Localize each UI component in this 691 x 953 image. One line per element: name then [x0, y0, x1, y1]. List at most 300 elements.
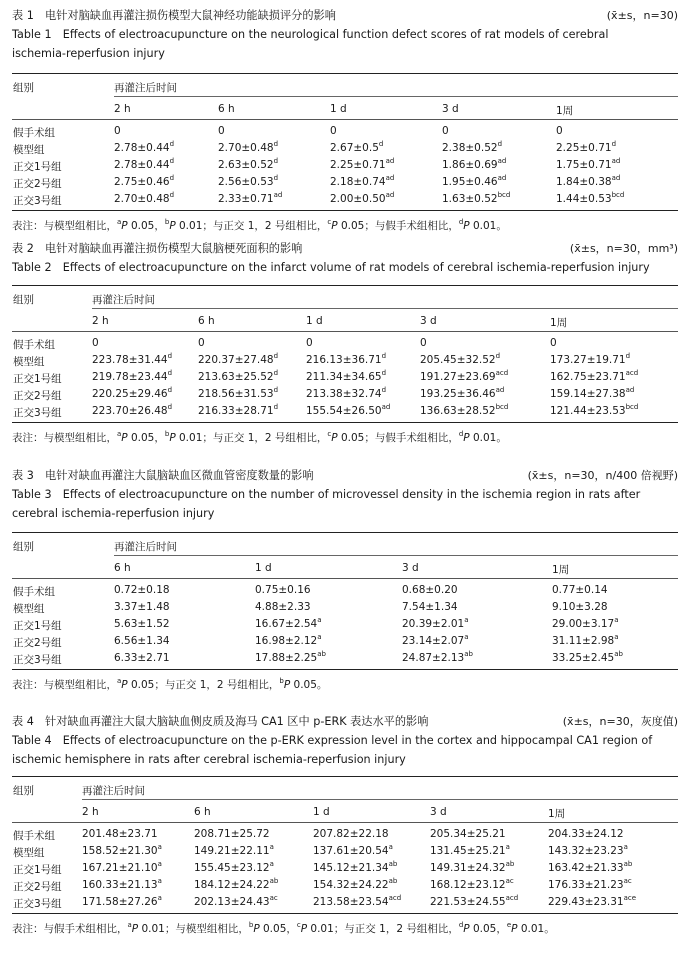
column-header: 1 d	[306, 314, 323, 327]
column-header: 1周	[556, 104, 574, 117]
table-cell	[556, 142, 616, 154]
table-cell	[255, 601, 311, 613]
table-cell	[114, 125, 121, 137]
row-group-label: 正交2号组	[13, 637, 62, 650]
table-cell	[313, 828, 389, 840]
column-header: 1 d	[255, 561, 272, 574]
cell-value: 213.63±25.52	[198, 371, 274, 384]
table-cell	[556, 176, 620, 188]
row-group-label: 正交3号组	[13, 195, 62, 208]
table-cell	[313, 862, 397, 874]
significance-marker: d	[495, 352, 501, 361]
table-cell	[556, 193, 624, 205]
cell-value: 208.71±25.72	[194, 828, 270, 841]
note-text: 表注：与假手术组相比，$^a$P 0.01；与模型组相比，$^b$P 0.05，$^c$P 0.01；与正交 1，2 号组相比，$^d$P 0.05，$^e$P 0.01。	[12, 921, 555, 936]
table-cell	[552, 635, 619, 647]
significance-marker: a	[388, 843, 393, 852]
table-cell	[82, 896, 162, 908]
table-note	[12, 677, 678, 692]
table-cell	[198, 405, 278, 417]
table-row	[12, 335, 678, 352]
group-header: 组别	[13, 541, 34, 553]
bottom-rule	[12, 913, 678, 914]
table-body	[12, 331, 678, 420]
significance-marker: d	[169, 191, 175, 200]
table-cell	[92, 405, 172, 417]
table-cell	[114, 618, 170, 630]
table-stat: (x̄±s，n=30，mm³)	[569, 242, 678, 255]
table-row	[12, 174, 678, 191]
column-header: 3 d	[430, 805, 447, 818]
table-note	[12, 218, 678, 233]
cell-value: 0	[198, 337, 205, 350]
bottom-rule	[12, 422, 678, 423]
column-header: 2 h	[92, 314, 109, 327]
significance-marker: ab	[505, 860, 515, 869]
table-cell	[552, 584, 608, 596]
cell-value: 223.78±31.44	[92, 354, 168, 367]
cell-value: 0	[330, 125, 337, 138]
row-group-label: 假手术组	[13, 127, 55, 140]
column-header: 6 h	[218, 102, 235, 115]
significance-marker: ac	[269, 894, 278, 903]
table-cell	[306, 337, 313, 349]
cell-value: 229.43±23.31	[548, 896, 624, 909]
significance-marker: ace	[623, 894, 637, 903]
cell-value: 218.56±31.53	[198, 388, 274, 401]
table-stat: (x̄±s，n=30，灰度值)	[562, 715, 678, 728]
cell-value: 31.11±2.98	[552, 635, 615, 648]
cell-value: 160.33±21.13	[82, 879, 158, 892]
table-row	[12, 877, 678, 894]
table-row	[12, 599, 678, 616]
cell-value: 0	[420, 337, 427, 350]
table-cell	[548, 896, 636, 908]
significance-marker: a	[269, 843, 274, 852]
table-row	[12, 157, 678, 174]
cell-value: 204.33±24.12	[548, 828, 624, 841]
row-group-label: 正交3号组	[13, 898, 62, 911]
column-header: 1 d	[313, 805, 330, 818]
table-cell	[402, 618, 469, 630]
significance-marker: bcd	[497, 191, 511, 200]
table-cell	[313, 879, 397, 891]
cell-value: 136.63±28.52	[420, 405, 496, 418]
table-body	[12, 119, 678, 208]
cell-value: 193.25±36.46	[420, 388, 496, 401]
significance-marker: ad	[497, 174, 507, 183]
table-row	[12, 140, 678, 157]
cell-value: 149.31±24.32	[430, 862, 506, 875]
cell-value: 216.13±36.71	[306, 354, 382, 367]
table-cell	[114, 176, 174, 188]
table-stat: (x̄±s，n=30)	[606, 9, 678, 22]
significance-marker: d	[273, 403, 279, 412]
cell-value: 0	[218, 125, 225, 138]
cell-value: 0	[550, 337, 557, 350]
table-row	[12, 582, 678, 599]
table-cell	[330, 159, 394, 171]
cell-value: 171.58±27.26	[82, 896, 158, 909]
table-cell	[255, 584, 311, 596]
significance-marker: bcd	[611, 191, 625, 200]
significance-marker: bcd	[625, 403, 639, 412]
significance-marker: ad	[625, 386, 635, 395]
table-cell	[330, 125, 337, 137]
significance-marker: ad	[273, 191, 283, 200]
significance-marker: ab	[614, 650, 623, 659]
cell-value: 33.25±2.45	[552, 652, 615, 665]
table-cell	[330, 142, 383, 154]
table-cell	[550, 337, 557, 349]
table-cell	[194, 862, 274, 874]
cell-value: 219.78±23.44	[92, 371, 168, 384]
table-cell	[430, 828, 506, 840]
column-header: 1 d	[330, 102, 347, 115]
cell-value: 223.70±26.48	[92, 405, 168, 418]
significance-marker: ad	[611, 174, 621, 183]
significance-marker: ab	[388, 860, 398, 869]
cell-value: 2.75±0.46	[114, 176, 170, 189]
table-cell	[92, 388, 172, 400]
table-cell	[402, 601, 458, 613]
significance-marker: a	[157, 877, 162, 886]
table-row	[12, 616, 678, 633]
table-cell	[82, 879, 162, 891]
table-cell	[306, 354, 386, 366]
table-cell	[114, 584, 170, 596]
table-cell	[330, 193, 394, 205]
table-cell	[218, 193, 282, 205]
cell-value: 1.75±0.71	[556, 159, 612, 172]
cell-value: 173.27±19.71	[550, 354, 626, 367]
column-header: 2 h	[82, 805, 99, 818]
table-cell	[420, 388, 504, 400]
row-group-label: 正交3号组	[13, 407, 62, 420]
cell-value: 145.12±21.34	[313, 862, 389, 875]
cell-value: 24.87±2.13	[402, 652, 465, 665]
table-cell	[82, 845, 162, 857]
significance-marker: d	[273, 386, 279, 395]
significance-marker: d	[381, 352, 387, 361]
row-group-label: 假手术组	[13, 830, 55, 843]
significance-marker: d	[273, 352, 279, 361]
row-group-label: 假手术组	[13, 586, 55, 599]
table-cell	[313, 896, 401, 908]
row-group-label: 正交2号组	[13, 390, 62, 403]
significance-marker: d	[273, 140, 279, 149]
significance-marker: a	[614, 633, 619, 642]
table-cell	[218, 125, 225, 137]
group-header: 组别	[13, 785, 34, 797]
significance-marker: d	[167, 369, 173, 378]
cell-value: 0.75±0.16	[255, 584, 311, 597]
group-header: 组别	[13, 294, 34, 306]
table-cell	[198, 371, 278, 383]
table-3	[12, 468, 678, 692]
cell-value: 213.58±23.54	[313, 896, 389, 909]
cell-value: 1.84±0.38	[556, 176, 612, 189]
cell-value: 7.54±1.34	[402, 601, 458, 614]
column-header: 3 d	[420, 314, 437, 327]
significance-marker: ad	[385, 191, 395, 200]
cell-value: 220.37±27.48	[198, 354, 274, 367]
table-cell	[548, 879, 632, 891]
column-header-row	[12, 800, 678, 822]
table-title-cn: 表 1 电针对脑缺血再灌注损伤模型大鼠神经功能缺损评分的影响	[12, 9, 336, 22]
cell-value: 1.63±0.52	[442, 193, 498, 206]
cell-value: 0.68±0.20	[402, 584, 458, 597]
significance-marker: d	[169, 157, 175, 166]
cell-value: 23.14±2.07	[402, 635, 465, 648]
row-group-label: 模型组	[13, 144, 45, 157]
row-group-label: 正交1号组	[13, 864, 62, 877]
cell-value: 137.61±20.54	[313, 845, 389, 858]
cell-value: 2.67±0.5	[330, 142, 379, 155]
table-title-cn: 表 2 电针对脑缺血再灌注损伤模型大鼠脑梗死面积的影响	[12, 242, 303, 255]
column-header: 6 h	[198, 314, 215, 327]
table-row	[12, 650, 678, 667]
significance-marker: a	[464, 616, 469, 625]
significance-marker: ab	[464, 650, 473, 659]
table-cell	[550, 388, 634, 400]
row-group-label: 正交2号组	[13, 881, 62, 894]
column-header: 6 h	[194, 805, 211, 818]
significance-marker: ab	[623, 860, 633, 869]
row-group-label: 正交1号组	[13, 620, 62, 633]
row-group-label: 正交1号组	[13, 161, 62, 174]
significance-marker: acd	[505, 894, 519, 903]
cell-value: 2.70±0.48	[114, 193, 170, 206]
cell-value: 0.72±0.18	[114, 584, 170, 597]
table-title-en: Table 4 Effects of electroacupuncture on the p-ERK expression level in the cortex and hippocampal CA1 region of ischemic hemisphere in rats after cerebral ischemia-reperfusion injury	[12, 734, 653, 766]
row-group-label: 模型组	[13, 847, 45, 860]
cell-value: 1.86±0.69	[442, 159, 498, 172]
column-header: 3 d	[442, 102, 459, 115]
table-row	[12, 633, 678, 650]
significance-marker: ad	[497, 157, 507, 166]
table-cell	[255, 635, 322, 647]
table-cell	[430, 862, 514, 874]
cell-value: 2.56±0.53	[218, 176, 274, 189]
significance-marker: a	[157, 860, 162, 869]
cell-value: 211.34±34.65	[306, 371, 382, 384]
significance-marker: ad	[611, 157, 621, 166]
table-cell	[552, 601, 608, 613]
table-note	[12, 430, 678, 445]
cell-value: 1.44±0.53	[556, 193, 612, 206]
significance-marker: d	[378, 140, 384, 149]
significance-marker: a	[464, 633, 469, 642]
table-cell	[442, 159, 506, 171]
significance-marker: a	[157, 843, 162, 852]
table-cell	[550, 354, 630, 366]
table-cell	[114, 652, 170, 664]
cell-value: 5.63±1.52	[114, 618, 170, 631]
cell-value: 2.18±0.74	[330, 176, 386, 189]
table-cell	[442, 193, 510, 205]
cell-value: 2.78±0.44	[114, 159, 170, 172]
table-cell	[552, 618, 619, 630]
table-cell	[430, 896, 518, 908]
row-group-label: 假手术组	[13, 339, 55, 352]
significance-marker: d	[167, 403, 173, 412]
significance-marker: a	[157, 894, 162, 903]
column-header: 1周	[552, 563, 570, 576]
column-header: 2 h	[114, 102, 131, 115]
table-cell	[550, 405, 638, 417]
cell-value: 168.12±23.12	[430, 879, 506, 892]
table-cell	[92, 337, 99, 349]
cell-value: 201.48±23.71	[82, 828, 158, 841]
cell-value: 1.95±0.46	[442, 176, 498, 189]
cell-value: 155.54±26.50	[306, 405, 382, 418]
table-cell	[330, 176, 394, 188]
table-1	[12, 8, 678, 233]
table-cell	[194, 879, 278, 891]
table-cell	[556, 159, 620, 171]
significance-marker: ad	[385, 174, 395, 183]
table-title-cn: 表 3 电针对缺血再灌注大鼠脑缺血区微血管密度数量的影响	[12, 469, 314, 482]
row-group-label: 正交1号组	[13, 373, 62, 386]
table-cell	[548, 828, 624, 840]
table-cell	[114, 142, 174, 154]
table-cell	[556, 125, 563, 137]
table-cell	[82, 862, 162, 874]
column-header-row	[12, 97, 678, 119]
row-group-label: 正交3号组	[13, 654, 62, 667]
table-cell	[114, 159, 174, 171]
table-cell	[442, 142, 502, 154]
table-cell	[194, 828, 270, 840]
significance-marker: d	[167, 352, 173, 361]
note-text: 表注：与模型组相比，$^a$P 0.05，$^b$P 0.01；与正交 1，2 号组相比，$^c$P 0.05；与假手术组相比，$^d$P 0.01。	[12, 430, 507, 445]
cell-value: 20.39±2.01	[402, 618, 465, 631]
cell-value: 205.45±32.52	[420, 354, 496, 367]
cell-value: 29.00±3.17	[552, 618, 615, 631]
table-cell	[402, 652, 473, 664]
cell-value: 2.33±0.71	[218, 193, 274, 206]
significance-marker: acd	[625, 369, 639, 378]
table-title-en: Table 1 Effects of electroacupuncture on the neurological function defect scores of rat models of cerebral ischemia-reperfusion injury	[12, 28, 609, 60]
table-cell	[114, 193, 174, 205]
cell-value: 2.25±0.71	[330, 159, 386, 172]
significance-marker: ab	[269, 877, 279, 886]
table-cell	[218, 176, 278, 188]
cell-value: 191.27±23.69	[420, 371, 496, 384]
cell-value: 221.53±24.55	[430, 896, 506, 909]
table-cell	[255, 652, 326, 664]
table-cell	[306, 371, 386, 383]
cell-value: 121.44±23.53	[550, 405, 626, 418]
table-cell	[82, 828, 158, 840]
row-group-label: 模型组	[13, 603, 45, 616]
table-cell	[430, 879, 514, 891]
table-cell	[442, 176, 506, 188]
table-cell	[306, 388, 386, 400]
table-row	[12, 369, 678, 386]
cell-value: 162.75±23.71	[550, 371, 626, 384]
significance-marker: acd	[495, 369, 509, 378]
significance-marker: a	[317, 633, 322, 642]
table-cell	[198, 354, 278, 366]
cell-value: 0	[92, 337, 99, 350]
cell-value: 2.38±0.52	[442, 142, 498, 155]
cell-value: 0	[442, 125, 449, 138]
cell-value: 176.33±21.23	[548, 879, 624, 892]
cell-value: 4.88±2.33	[255, 601, 311, 614]
cell-value: 149.21±22.11	[194, 845, 270, 858]
time-header: 再灌注后时间	[82, 785, 145, 797]
cell-value: 2.78±0.44	[114, 142, 170, 155]
table-cell	[550, 371, 638, 383]
significance-marker: a	[614, 616, 619, 625]
table-4	[12, 714, 678, 936]
table-note	[12, 921, 678, 936]
significance-marker: acd	[388, 894, 402, 903]
cell-value: 207.82±22.18	[313, 828, 389, 841]
table-cell	[420, 337, 427, 349]
significance-marker: d	[381, 369, 387, 378]
cell-value: 205.34±25.21	[430, 828, 506, 841]
table-cell	[430, 845, 510, 857]
cell-value: 0.77±0.14	[552, 584, 608, 597]
significance-marker: a	[317, 616, 322, 625]
significance-marker: d	[167, 386, 173, 395]
cell-value: 2.00±0.50	[330, 193, 386, 206]
significance-marker: ad	[385, 157, 395, 166]
significance-marker: a	[623, 843, 628, 852]
cell-value: 2.63±0.52	[218, 159, 274, 172]
cell-value: 9.10±3.28	[552, 601, 608, 614]
cell-value: 131.45±25.21	[430, 845, 506, 858]
table-title-en: Table 3 Effects of electroacupuncture on the number of microvessel density in the ischemia region in rats after cerebral ischemia-reperfusion injury	[12, 488, 641, 520]
table-cell	[402, 635, 469, 647]
table-cell	[92, 354, 172, 366]
significance-marker: ad	[495, 386, 505, 395]
significance-marker: d	[273, 174, 279, 183]
table-cell	[420, 354, 500, 366]
row-group-label: 模型组	[13, 356, 45, 369]
significance-marker: d	[273, 157, 279, 166]
column-header-row	[12, 309, 678, 331]
cell-value: 143.32±23.23	[548, 845, 624, 858]
cell-value: 3.37±1.48	[114, 601, 170, 614]
table-cell	[255, 618, 322, 630]
significance-marker: ab	[317, 650, 326, 659]
table-cell	[306, 405, 390, 417]
column-header: 1周	[548, 807, 566, 820]
time-header: 再灌注后时间	[114, 541, 177, 553]
table-row	[12, 123, 678, 140]
significance-marker: bcd	[495, 403, 509, 412]
cell-value: 0	[556, 125, 563, 138]
cell-value: 0	[306, 337, 313, 350]
table-cell	[548, 845, 628, 857]
table-row	[12, 386, 678, 403]
cell-value: 184.12±24.22	[194, 879, 270, 892]
significance-marker: d	[169, 140, 175, 149]
table-body	[12, 822, 678, 911]
cell-value: 163.42±21.33	[548, 862, 624, 875]
cell-value: 154.32±24.22	[313, 879, 389, 892]
table-cell	[114, 635, 170, 647]
table-row	[12, 403, 678, 420]
table-cell	[552, 652, 623, 664]
cell-value: 155.45±23.12	[194, 862, 270, 875]
cell-value: 16.67±2.54	[255, 618, 318, 631]
note-text: 表注：与模型组相比，$^a$P 0.05；与正交 1，2 号组相比，$^b$P 0.05。	[12, 677, 328, 692]
